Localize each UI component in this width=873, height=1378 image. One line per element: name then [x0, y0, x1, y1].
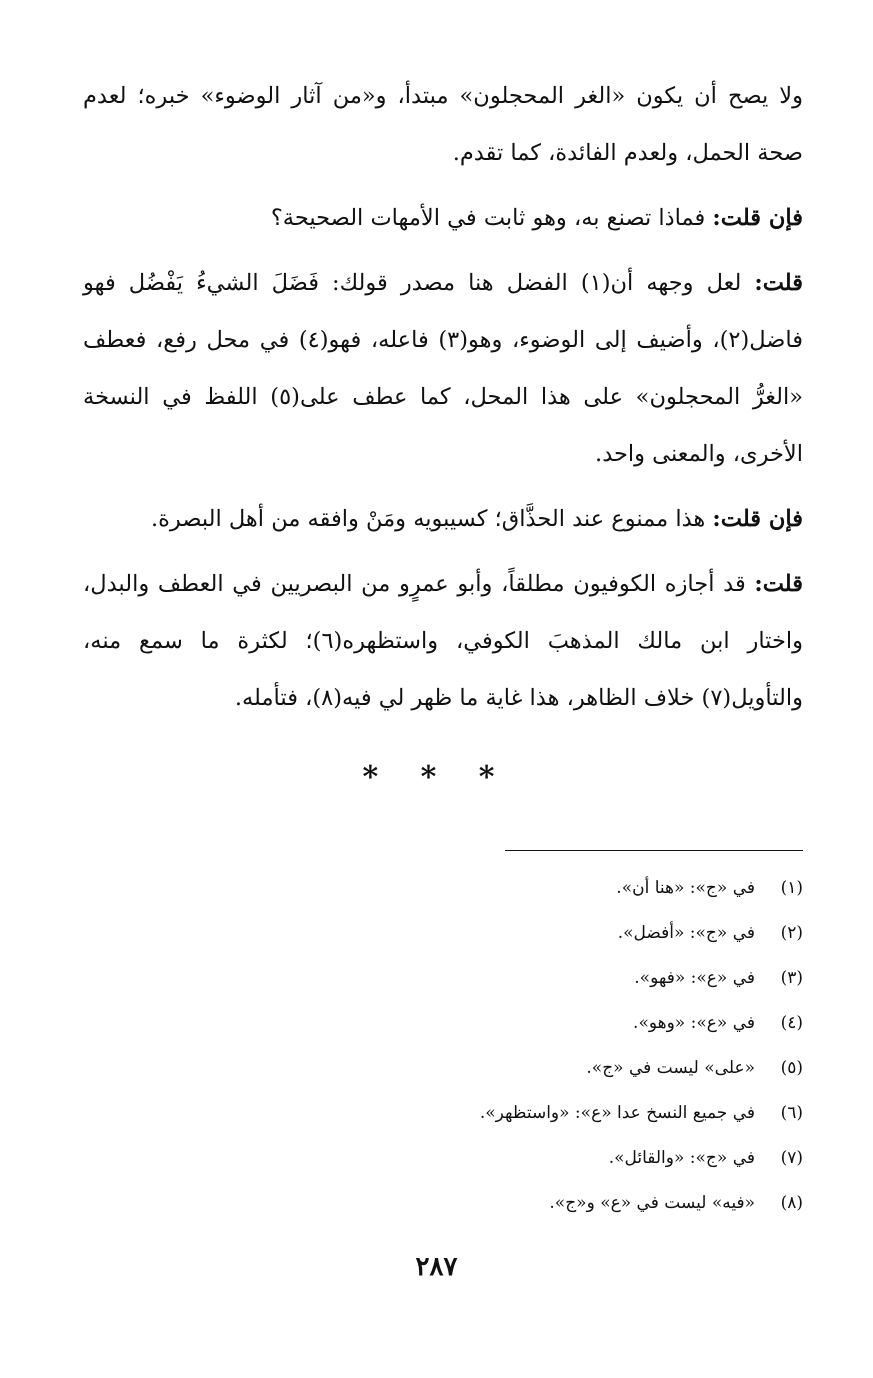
footnote-number: (٤) [780, 1013, 803, 1033]
paragraph-4 [83, 491, 803, 548]
footnote-number: (٥) [780, 1058, 803, 1078]
paragraph-1 [83, 68, 803, 182]
footnote [83, 956, 803, 1001]
footnote-text: «على» ليست في «ج». [586, 1058, 755, 1078]
footnote-number: (١) [780, 878, 803, 898]
footnote-text: «فيه» ليست في «ع» و«ج». [549, 1193, 755, 1213]
footnote-divider [505, 850, 803, 851]
paragraph-5 [83, 556, 803, 727]
paragraph-lead: قلت: [754, 270, 804, 296]
footnote-number: (٧) [780, 1148, 803, 1168]
footnote [83, 1091, 803, 1136]
footnote-text: في «ع»: «وهو». [633, 1013, 755, 1033]
footnote-text: في «ع»: «فهو». [634, 968, 755, 988]
paragraph-text: قد أجازه الكوفيون مطلقاً، وأبو عمرٍو من البصريين في العطف والبدل، واختار ابن مالك المذهبَ الكوفي، واستظهره(٦)؛ لكثرة ما سمع منه، والتأويل(٧) خلاف الظاهر، هذا غاية ما ظهر لي فيه(٨)، فتأمله. [83, 571, 803, 711]
footnote-number: (٨) [780, 1193, 803, 1213]
footnote-number: (٢) [780, 923, 803, 943]
footnote [83, 866, 803, 911]
paragraph-lead: قلت: [754, 571, 803, 597]
footnote-text: في «ج»: «أفضل». [617, 923, 755, 943]
footnote-text: في جميع النسخ عدا «ع»: «واستظهر». [479, 1103, 755, 1123]
paragraph-2 [83, 190, 803, 247]
footnote-number: (٣) [780, 968, 803, 988]
paragraph-text: لعل وجهه أن(١) الفضل هنا مصدر قولك: فَضَلَ الشيءُ يَفْضُل فهو فاضل(٢)، وأضيف إلى الوضوء، وهو(٣) فاعله، فهو(٤) في محل رفع، فعطف «الغرُّ المحجلون» على هذا المحل، كما عطف على(٥) اللفظ في النسخة الأخرى، والمعنى واحد. [83, 270, 803, 467]
footnote-text: في «ج»: «والقائل». [608, 1148, 755, 1168]
page-number: ٢٨٧ [415, 1252, 458, 1282]
footnote [83, 911, 803, 956]
paragraph-text: فماذا تصنع به، وهو ثابت في الأمهات الصحيحة؟ [270, 205, 713, 231]
footnote [83, 1181, 803, 1226]
footnotes [83, 866, 803, 1226]
paragraph-lead: فإن قلت: [712, 506, 803, 532]
main-text [83, 68, 803, 735]
paragraph-text: هذا ممنوع عند الحذَّاق؛ كسيبويه ومَنْ وافقه من أهل البصرة. [150, 506, 713, 532]
footnote-text: في «ج»: «هنا أن». [616, 878, 755, 898]
paragraph-lead: فإن قلت: [712, 205, 803, 231]
section-separator: * * * [362, 760, 511, 795]
footnote-number: (٦) [780, 1103, 803, 1123]
footnote [83, 1046, 803, 1091]
paragraph-text: ولا يصح أن يكون «الغر المحجلون» مبتدأ، و«من آثار الوضوء» خبره؛ لعدم صحة الحمل، ولعدم الفائدة، كما تقدم. [83, 83, 803, 166]
footnote [83, 1136, 803, 1181]
footnote [83, 1001, 803, 1046]
paragraph-3 [83, 255, 803, 483]
